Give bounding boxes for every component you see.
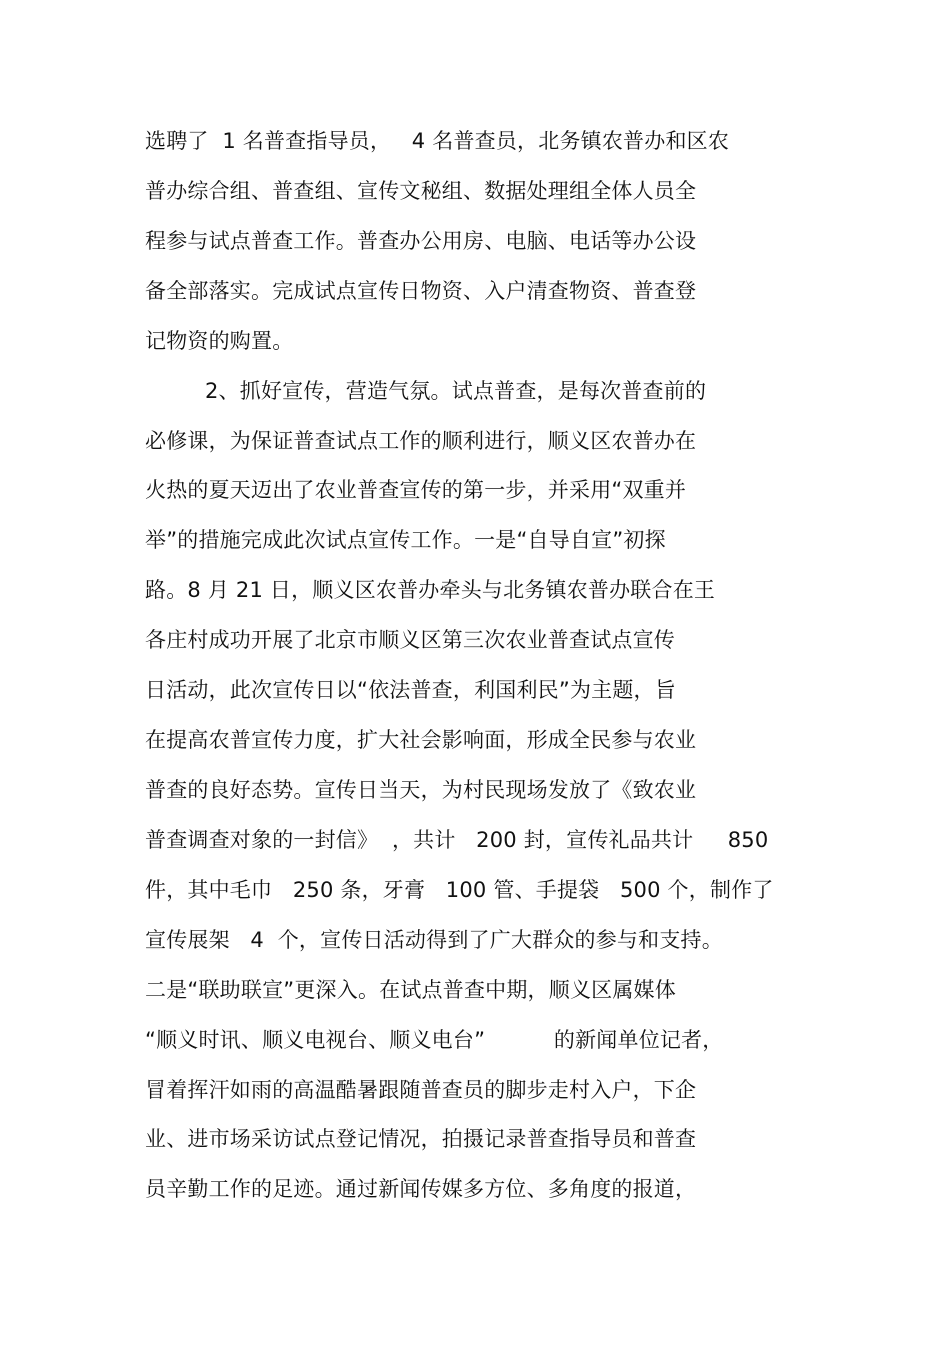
text-line: 备全部落实。完成试点宣传日物资、入户清查物资、普查登	[145, 279, 697, 303]
text-line: 冒着挥汗如雨的高温酷暑跟随普查员的脚步走村入户，下企	[145, 1078, 697, 1102]
text-line: 在提高农普宣传力度，扩大社会影响面，形成全民参与农业	[145, 728, 697, 752]
text-line: 举”的措施完成此次试点宣传工作。一是“自导自宣”初探	[145, 528, 666, 552]
text-line: 普办综合组、普查组、宣传文秘组、数据处理组全体人员全	[145, 179, 697, 203]
text-line: 选聘了 1 名普查指导员， 4 名普查员，北务镇农普办和区农	[145, 129, 730, 153]
text-line: 火热的夏天迈出了农业普查宣传的第一步，并采用“双重并	[145, 478, 687, 502]
text-line: 必修课，为保证普查试点工作的顺利进行，顺义区农普办在	[145, 429, 697, 453]
text-line: 员辛勤工作的足迹。通过新闻传媒多方位、多角度的报道，	[145, 1177, 697, 1201]
text-line: 记物资的购置。	[145, 329, 294, 353]
text-line: 各庄村成功开展了北京市顺义区第三次农业普查试点宣传	[145, 628, 675, 652]
text-line: 路。8 月 21 日，顺义区农普办牵头与北务镇农普办联合在王	[145, 578, 716, 602]
text-line: 宣传展架 4 个，宣传日活动得到了广大群众的参与和支持。	[145, 928, 723, 952]
text-line: 件，其中毛巾 250 条，牙膏 100 管、手提袋 500 个，制作了	[145, 878, 774, 902]
text-line: 普查的良好态势。宣传日当天，为村民现场发放了《致农业	[145, 778, 697, 802]
text-line: 二是“联助联宣”更深入。在试点普查中期，顺义区属媒体	[145, 978, 676, 1002]
text-line: 普查调查对象的一封信》 ，共计 200 封，宣传礼品共计 850	[145, 828, 769, 852]
text-line: 业、进市场采访试点登记情况，拍摄记录普查指导员和普查	[145, 1127, 697, 1151]
paragraph-start-line: 2、抓好宣传，营造气氛。试点普查，是每次普查前的	[205, 379, 707, 403]
text-line: “顺义时讯、顺义电视台、顺义电台” 的新闻单位记者，	[145, 1028, 724, 1052]
text-line: 程参与试点普查工作。普查办公用房、电脑、电话等办公设	[145, 229, 697, 253]
text-line: 日活动，此次宣传日以“依法普查，利国利民”为主题，旨	[145, 678, 676, 702]
